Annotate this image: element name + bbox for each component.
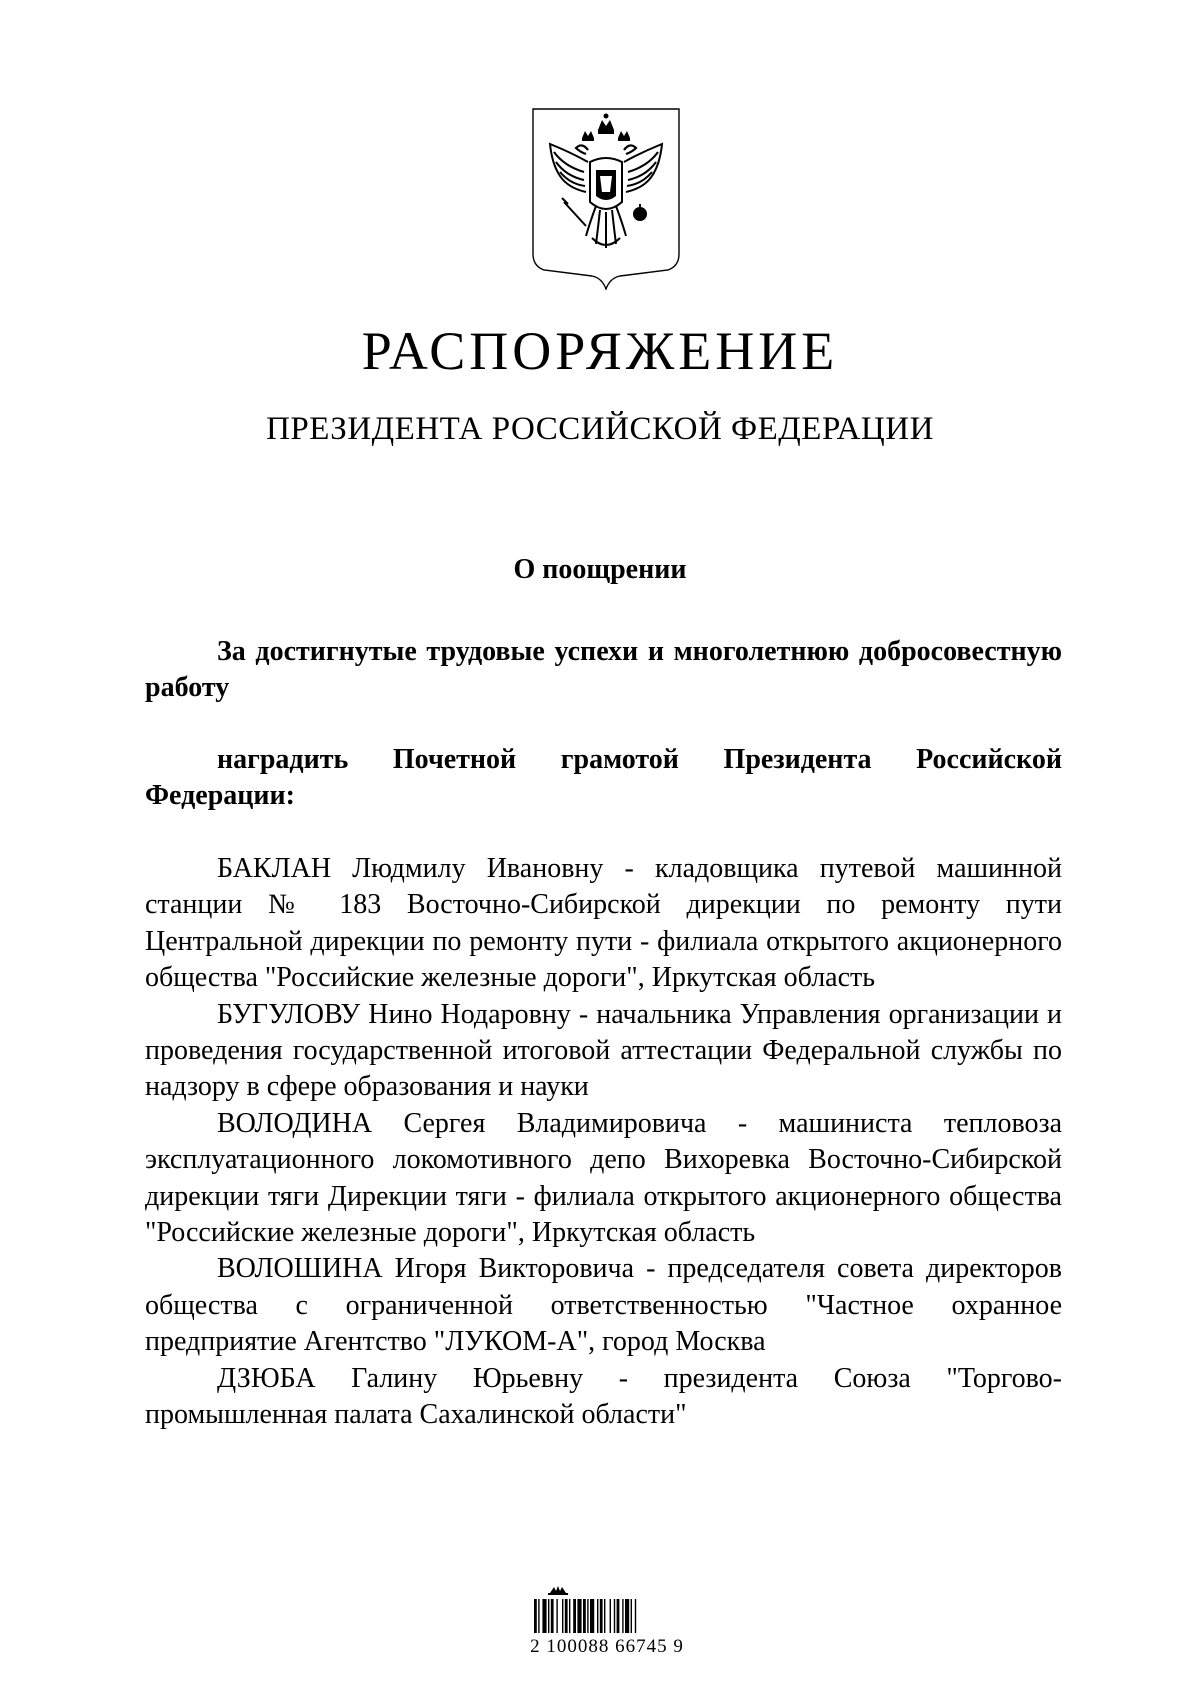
barcode-bar — [538, 1599, 539, 1633]
document-title: РАСПОРЯЖЕНИЕ — [361, 321, 839, 381]
barcode-bar — [625, 1599, 629, 1633]
barcode-bar — [542, 1599, 546, 1633]
barcode-bar — [635, 1599, 636, 1633]
awardee-entry: ВОЛОДИНА Сергея Владимировича - машиниста тепловоза эксплуатационного локомотивного депо Вихоревка Восточно-Сибирской дирекции тяги Дирекции тяги - филиала открытого акционерного общества "Российские железные дороги", Иркутская область — [145, 1107, 1062, 1249]
barcode-bar — [569, 1599, 570, 1633]
barcode-bar — [614, 1599, 615, 1633]
awardee-entry: БАКЛАН Людмилу Ивановну - кладовщика путевой машинной станции № 183 Восточно-Сибирской дирекции по ремонту пути Центральной дирекции по ремонту пути - филиала открытого акционерного общества "Российские железные дороги", Иркутская область — [145, 853, 1062, 994]
barcode-bar — [597, 1599, 598, 1633]
barcode-bar — [622, 1599, 623, 1633]
awardee-entry: ВОЛОШИНА Игоря Викторовича - председателя совета директоров общества с ограниченной ответственностью "Частное охранное предприятие Агентство "ЛУКОМ-А", город Москва — [145, 1253, 1062, 1358]
document-subtitle: ПРЕЗИДЕНТА РОССИЙСКОЙ ФЕДЕРАЦИИ — [266, 411, 934, 447]
russian-coat-of-arms-icon — [530, 106, 682, 290]
awardee-list — [145, 851, 1062, 1434]
barcode-number: 2 100088 66745 9 — [530, 1636, 684, 1657]
barcode-bar — [551, 1599, 554, 1633]
barcode-bar — [562, 1599, 563, 1633]
barcode-bar — [604, 1599, 605, 1633]
barcode-bar — [617, 1599, 620, 1633]
barcode-bar — [600, 1599, 603, 1633]
barcode-bar — [610, 1599, 611, 1633]
barcode-bar — [534, 1599, 537, 1633]
barcode-bar — [577, 1599, 581, 1633]
barcode-bar — [631, 1599, 632, 1633]
preamble-paragraph: За достигнутые трудовые успехи и многолетнюю добросовестную работу — [145, 636, 1062, 704]
document-subject: О поощрении — [513, 554, 687, 585]
barcode-bar — [583, 1599, 586, 1633]
barcode-bar — [573, 1599, 576, 1633]
resolution-paragraph: наградить Почетной грамотой Президента Российской Федерации: — [145, 744, 1062, 812]
awardee-entry: ДЗЮБА Галину Юрьевну - президента Союза "Торгово-промышленная палата Сахалинской области" — [145, 1362, 1062, 1431]
barcode-bar — [565, 1599, 568, 1633]
awardee-entry: БУГУЛОВУ Нино Нодаровну - начальника Управления организации и проведения государственной итоговой аттестации Федеральной службы по надзору в сфере образования и науки — [145, 998, 1062, 1103]
barcode-bar — [556, 1599, 557, 1633]
barcode-bar — [548, 1599, 549, 1633]
barcode-bar — [590, 1599, 594, 1633]
barcode-bar — [587, 1599, 588, 1633]
